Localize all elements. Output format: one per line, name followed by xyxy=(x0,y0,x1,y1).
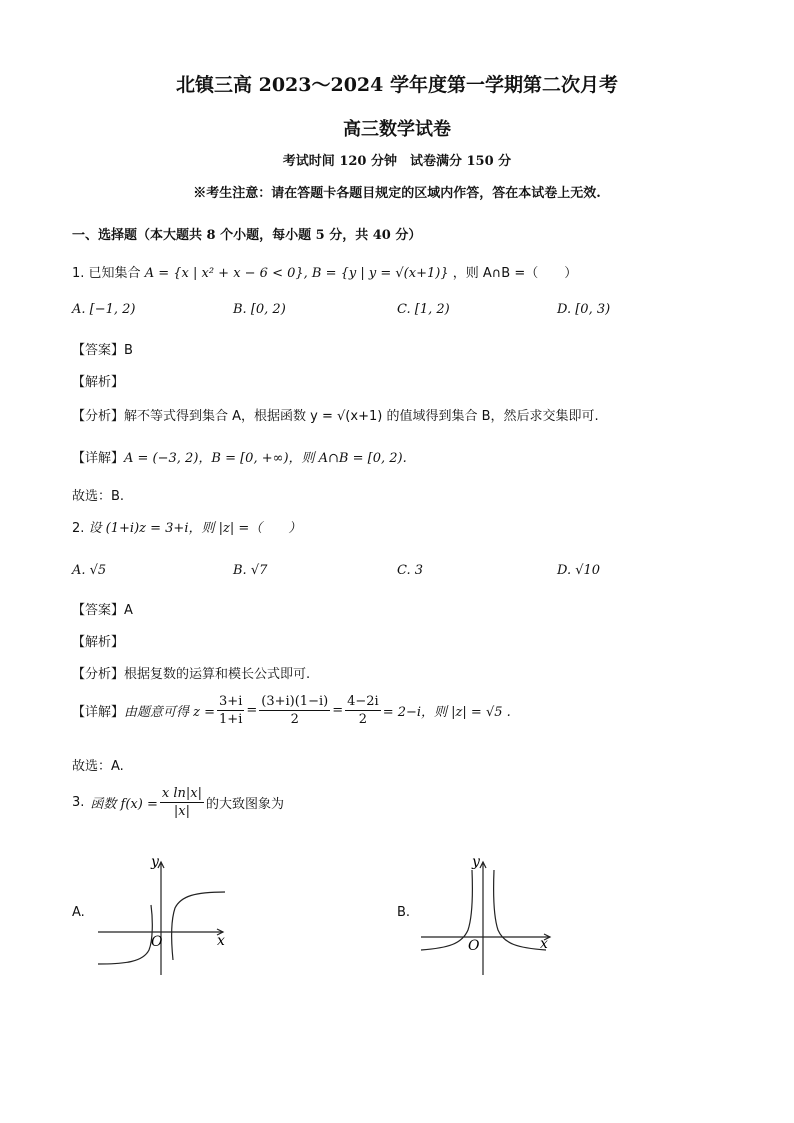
graph-a-origin: O xyxy=(151,934,163,950)
q2-frac3-den: 2 xyxy=(358,712,368,727)
q1-answer-label: 【答案】 xyxy=(72,343,125,358)
question-1-stem xyxy=(72,262,577,281)
q3-stem-suffix: 的大致图象为 xyxy=(205,797,284,812)
q1-number: 1. xyxy=(72,266,85,281)
q2-stem: 设 (1+i)z = 3+i，则 |z| =（ ） xyxy=(88,521,302,536)
q1-analysis-label: 【解析】 xyxy=(72,375,125,390)
graph-b-right-branch xyxy=(494,870,546,950)
q2-fenxi xyxy=(72,663,310,682)
q2-answer xyxy=(72,599,133,618)
q1-answer xyxy=(72,339,133,358)
q2-frac2-num: (3+i)(1−i) xyxy=(261,694,329,709)
q2-fraction-2 xyxy=(259,694,330,727)
q2-answer-value: A xyxy=(124,603,133,618)
q1-xiangjie xyxy=(72,447,407,466)
q2-fenxi-text: 根据复数的运算和模长公式即可. xyxy=(124,667,311,682)
q2-number: 2. xyxy=(72,521,85,536)
q2-xiangjie-label: 【详解】 xyxy=(72,705,125,720)
graph-b-left-branch xyxy=(421,870,472,950)
q1-set-a: A = {x | x² + x − 6 < 0} xyxy=(144,266,304,281)
graph-b-origin: O xyxy=(468,938,480,954)
q1-answer-value: B xyxy=(124,343,133,358)
q1-fenxi-text: 解不等式得到集合 A，根据函数 y = √(x+1) 的值域得到集合 B，然后求交集即可. xyxy=(124,409,599,424)
q2-analysis-label: 【解析】 xyxy=(72,635,125,650)
q1-fenxi-label: 【分析】 xyxy=(72,409,125,424)
q3-graph-a xyxy=(95,850,235,980)
q2-frac1-num: 3+i xyxy=(219,694,243,709)
q2-option-a: A. √5 xyxy=(72,563,107,578)
question-2-stem xyxy=(72,517,301,536)
q2-option-b: B. √7 xyxy=(233,563,268,578)
q2-fenxi-label: 【分析】 xyxy=(72,667,125,682)
q3-frac-den: |x| xyxy=(173,804,190,819)
q2-xiangjie: 【详解】 由题意可得 z = $\frac{3+i}{1+i}$ = $\frac{(3+i)(1-i)}{2}$ = $\frac{4-2i}{2}$ = 2−i，则 |z| = √5 . xyxy=(72,694,511,727)
q3-fraction xyxy=(160,786,204,819)
q2-xiangjie-suffix: = 2−i，则 |z| = √5 . xyxy=(382,705,511,720)
graph-b-y-label: y xyxy=(472,854,480,870)
q3-graph-b-label: B. xyxy=(397,905,411,920)
exam-notice: ※考生注意：请在答题卡各题目规定的区域内作答，答在本试卷上无效. xyxy=(193,186,601,201)
q3-graph-b xyxy=(418,850,558,980)
graph-a-y-label: y xyxy=(151,854,159,870)
exam-subtitle: 高三数学试卷 xyxy=(343,119,451,140)
q3-stem-prefix: 函数 f(x) = xyxy=(90,797,158,812)
q1-option-d: D. [0, 3) xyxy=(557,302,611,317)
q2-conclusion: 故选：A. xyxy=(72,759,124,774)
q1-xiangjie-label: 【详解】 xyxy=(72,451,125,466)
q3-graph-a-label: A. xyxy=(72,905,85,920)
q1-conclusion: 故选：B. xyxy=(72,489,125,504)
q1-fenxi xyxy=(72,405,599,424)
q2-fraction-1 xyxy=(217,694,244,727)
q2-fraction-3 xyxy=(345,694,381,727)
q2-option-d: D. √10 xyxy=(557,563,601,578)
q3-number: 3. xyxy=(72,795,85,810)
q1-set-b: , B = {y | y = √(x+1)} xyxy=(303,266,449,281)
exam-title: 北镇三高 2023～2024 学年度第一学期第二次月考 xyxy=(176,74,618,96)
q3-frac-num: x ln|x| xyxy=(161,786,202,801)
q2-frac2-den: 2 xyxy=(290,712,299,727)
section-heading: 一、选择题（本大题共 8 个小题，每小题 5 分，共 40 分） xyxy=(72,228,422,243)
q1-option-a: A. [−1, 2) xyxy=(72,302,136,317)
question-3-stem xyxy=(72,786,284,819)
q1-option-c: C. [1, 2) xyxy=(397,302,450,317)
graph-a-left-branch xyxy=(98,905,152,964)
q1-stem-suffix: ，则 A∩B =（ ） xyxy=(452,266,578,281)
q1-xiangjie-text: A = (−3, 2)，B = [0, +∞)，则 A∩B = [0, 2). xyxy=(124,451,407,466)
q2-option-c: C. 3 xyxy=(397,563,424,578)
exam-info: 考试时间 120 分钟 试卷满分 150 分 xyxy=(282,154,512,169)
graph-a-right-branch xyxy=(172,892,225,960)
q2-answer-label: 【答案】 xyxy=(72,603,125,618)
q1-option-b: B. [0, 2) xyxy=(233,302,286,317)
graph-b-x-label: x xyxy=(540,936,548,952)
graph-a-x-label: x xyxy=(217,933,225,949)
q2-frac1-den: 1+i xyxy=(219,712,243,727)
q1-stem-prefix: 已知集合 xyxy=(88,266,141,281)
q2-frac3-num: 4−2i xyxy=(347,694,379,709)
q2-xiangjie-prefix: 由题意可得 z = xyxy=(124,705,216,720)
